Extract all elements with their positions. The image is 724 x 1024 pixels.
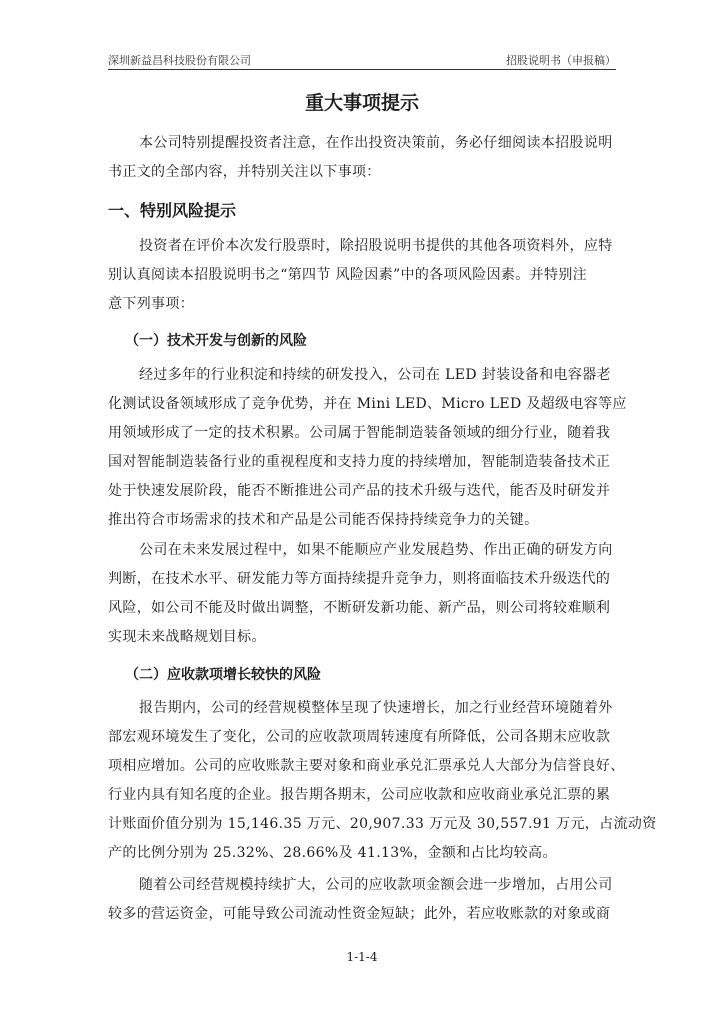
text-line: 书正文的全部内容，并特别关注以下事项：: [108, 164, 381, 180]
text-line: 行业内具有知名度的企业。报告期各期末，公司应收款和应收商业承兑汇票的累: [108, 787, 611, 803]
text-line: 报告期内，公司的经营规模整体呈现了快速增长，加之行业经营环境随着外: [139, 700, 613, 716]
sub2-paragraph-1: [108, 694, 657, 868]
text-line: 国对智能制造装备行业的重视程度和支持力度的持续增加，智能制造装备技术正: [108, 454, 611, 470]
running-header: [108, 48, 616, 70]
intro-paragraph: [108, 129, 616, 187]
subsection-heading: （一）技术开发与创新的风险: [125, 333, 307, 349]
header-rule: [108, 69, 616, 70]
section-heading: 一、特别风险提示: [108, 201, 237, 220]
text-line: 部宏观环境发生了变化，公司的应收款项周转速度有所降低，公司各期末应收款: [108, 729, 611, 745]
text-line: 用领域形成了一定的技术积累。公司属于智能制造装备领域的细分行业，随着我: [108, 425, 611, 441]
header-doc-type: 招股说明书（申报稿）: [506, 54, 616, 67]
page-title: 重大事项提示: [304, 92, 419, 114]
text-line: 意下列事项：: [108, 296, 195, 312]
text-line: 推出符合市场需求的技术和产品是公司能否保持持续竞争力的关键。: [108, 512, 539, 528]
text-line: 随着公司经营规模持续扩大，公司的应收款项金额会进一步增加，占用公司: [139, 877, 613, 893]
section1-paragraph: [108, 232, 616, 319]
text-line: 公司在未来发展过程中，如果不能顺应产业发展趋势、作出正确的研发方向: [139, 542, 613, 558]
header-company: 深圳新益昌科技股份有限公司: [108, 54, 251, 67]
sub1-paragraph-1: [108, 361, 627, 535]
text-line: 判断，在技术水平、研发能力等方面持续提升竞争力，则将面临技术升级迭代的: [108, 571, 611, 587]
text-line: 实现未来战略规划目标。: [108, 629, 266, 645]
page-number: 1-1-4: [346, 950, 378, 964]
sub2-paragraph-2: [108, 871, 616, 929]
text-line: 投资者在评价本次发行股票时，除招股说明书提供的其他各项资料外，应特: [139, 238, 613, 254]
text-line: 化测试设备领域形成了竞争优势，并在 Mini LED、Micro LED 及超级电容等应: [108, 396, 627, 412]
text-line: 产的比例分别为 25.32%、28.66%及 41.13%，金额和占比均较高。: [108, 845, 557, 861]
text-line: 经过多年的行业积淀和持续的研发投入，公司在 LED 封装设备和电容器老: [139, 367, 611, 383]
text-line: 本公司特别提醒投资者注意，在作出投资决策前，务必仔细阅读本招股说明: [139, 135, 613, 151]
text-line: 风险，如公司不能及时做出调整，不断研发新功能、新产品，则公司将较难顺利: [108, 600, 611, 616]
text-line: 处于快速发展阶段，能否不断推进公司产品的技术升级与迭代，能否及时研发并: [108, 483, 611, 499]
text-line: 较多的营运资金，可能导致公司流动性资金短缺；此外，若应收账款的对象或商: [108, 906, 611, 922]
text-line: 别认真阅读本招股说明书之“第四节 风险因素”中的各项风险因素。并特别注: [108, 267, 588, 283]
text-line: 计账面价值分别为 15,146.35 万元、20,907.33 万元及 30,557.91 万元，占流动资: [108, 816, 657, 832]
sub1-paragraph-2: [108, 536, 616, 652]
subsection-heading: （二）应收款项增长较快的风险: [125, 667, 321, 683]
text-line: 项相应增加。公司的应收账款主要对象和商业承兑汇票承兑人大部分为信誉良好、: [108, 758, 625, 774]
